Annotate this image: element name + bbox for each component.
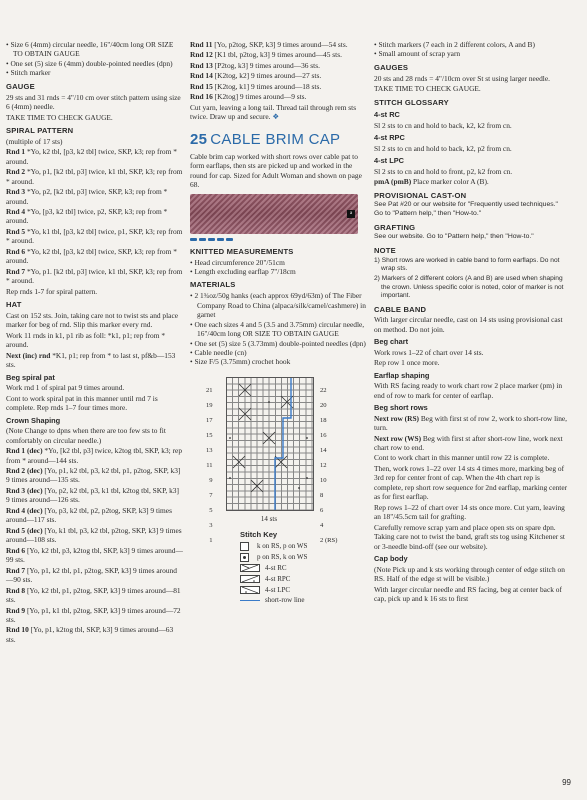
- short-rows-text: Carefully remove scrap yarn and place open sts on spare dpn. Taking care not to twist the band, graft sts tog using Kitchener st or 3-needle bind-off (see our website).: [374, 522, 565, 551]
- row-label: 10: [320, 476, 327, 484]
- beg-chart-heading: Beg chart: [374, 337, 409, 347]
- cap-body-text: With larger circular needle and RS facing, beg at center back of cap, pick up and k 16 sts to first: [374, 584, 562, 603]
- pattern-row: Rnd 13 [P2tog, k3] 9 times around—36 sts.: [190, 60, 320, 70]
- row-label: 11: [206, 461, 213, 469]
- pattern-row: Rnd 11 [Yo, p2tog, SKP, k3] 9 times around—54 sts.: [190, 40, 348, 49]
- gauges-note: TAKE TIME TO CHECK GAUGE.: [374, 84, 481, 94]
- chart-row-labels-left: [206, 383, 213, 548]
- note-item: 1) Short rows are worked in cable band to form earflaps. Do not wrap sts.: [374, 256, 560, 273]
- materials-heading: MATERIALS: [190, 280, 236, 290]
- pattern-row: Rnd 8 [Yo, k2 tbl, p1, p2tog, SKP, k3] 9 times around—81 sts.: [6, 585, 181, 605]
- crown-rows: [6, 446, 184, 644]
- short-rows-text: Then, work rows 1–22 over 14 sts 4 times more, marking beg of 3rd rep for center front of cap. When the 4th chart rep is complete, rep short row sequence for 2nd earflap, marking center as for first earflap.: [374, 463, 568, 502]
- pattern-row: Rnd 6 *Yo, k2 tbl, [p3, k2 tbl] twice, SKP, k3; rep from * around.: [6, 246, 177, 266]
- spiral-rows: [6, 147, 184, 286]
- gauge-heading: GAUGE: [6, 81, 35, 91]
- spiral-heading: SPIRAL PATTERN: [6, 126, 74, 135]
- photo-tag: a: [347, 210, 355, 218]
- pattern-row: Next row (WS) Beg with first st after short-row line, work next chart row to end.: [374, 433, 563, 452]
- materials-list: [190, 291, 368, 367]
- beg-spiral-text: Work rnd 1 of spiral pat 9 times around.: [6, 383, 125, 393]
- beg-chart-text: Rep row 1 once more.: [374, 358, 440, 368]
- pattern-row: Rnd 1 (dec) *Yo, [k2 tbl, p3] twice, k2tog tbl, SKP, k3; rep from * around—144 sts.: [6, 446, 183, 465]
- rc-cable-icon: [240, 564, 260, 572]
- purl-symbol-icon: [240, 553, 249, 562]
- pattern-row: Rnd 3 *Yo, p2, [k2 tbl, p3] twice, SKP, k3; rep from * around.: [6, 187, 168, 206]
- pattern-row: Rnd 5 (dec) [Yo, k1 tbl, p3, k2 tbl, p2tog, SKP, k3] 9 times around—108 sts.: [6, 525, 182, 545]
- row-label: 4: [320, 521, 324, 529]
- row-label: 12: [320, 461, 327, 469]
- row-label: 21: [206, 386, 213, 394]
- row-label: 7: [209, 491, 213, 499]
- gauge-note: TAKE TIME TO CHECK GAUGE.: [6, 112, 113, 122]
- note-heading: NOTE: [374, 246, 396, 256]
- page-number: 99: [562, 777, 571, 787]
- supplies-list: [374, 40, 568, 59]
- gauges-heading: GAUGES: [374, 62, 409, 72]
- crown-rows: [190, 40, 368, 102]
- gauge-text: 29 sts and 31 rnds = 4"/10 cm over stitch pattern using size 6 (4mm) needle.: [6, 92, 181, 112]
- row-label: 1: [209, 536, 213, 544]
- intro-text: Cable brim cap worked with short rows over cable pat to form earflaps, then sts are picked up and worked in the round for cap. Sized for Adult Woman and shown on page 68.: [190, 151, 362, 190]
- row-label: 17: [206, 416, 213, 424]
- measurements-list: [190, 258, 368, 277]
- crown-heading: Crown Shaping: [6, 415, 61, 425]
- supplies-list: [6, 40, 184, 78]
- cap-body-note: (Note Pick up and k sts working through center of edge stitch on RS. Half of the edge st will be visible.): [374, 564, 565, 584]
- chart-grid: [226, 377, 314, 511]
- glossary-definition: Sl 2 sts to cn and hold to back, k2, k2 from cn.: [374, 120, 512, 130]
- cast-on-text: See Pat #20 or our website for "Frequently used techniques." Go to "Pattern help," then "How-to.": [374, 201, 558, 217]
- earflap-heading: Earflap shaping: [374, 370, 430, 380]
- list-item: • Length excluding earflap 7"/18cm: [190, 267, 368, 276]
- list-item: • Size F/5 (3.75mm) crochet hook: [190, 357, 368, 366]
- key-item: k on RS, p on WS: [240, 542, 368, 551]
- row-label: 22: [320, 386, 327, 394]
- glossary-definition: Sl 2 sts to cn and hold to front, p2, k2 from cn.: [374, 166, 513, 176]
- finish-text: Cut yarn, leaving a long tail. Thread tail through rem sts twice. Draw up and secure. ❖: [190, 102, 357, 122]
- short-rows: [374, 414, 568, 453]
- hat-heading: HAT: [6, 300, 22, 310]
- cast-on-heading: PROVISIONAL CAST-ON: [374, 190, 467, 200]
- row-label: 16: [320, 431, 327, 439]
- pattern-row: Rnd 4 (dec) [Yo, p3, k2 tbl, p2, p2tog, SKP, k3] 9 times around—117 sts.: [6, 505, 172, 525]
- row-label: 19: [206, 401, 213, 409]
- crown-note: (Note Change to dpns when there are too few sts to fit comfortably on circular needle.): [6, 426, 166, 445]
- beg-spiral-text: Cont to work spiral pat in this manner until rnd 7 is complete. Rep rnds 1–7 four times more.: [6, 393, 158, 413]
- list-item: • 2 1¾oz/50g hanks (each approx 69yd/63m) of The Fiber Company Road to China (alpaca/silk/camel/cashmere) in garnet: [190, 291, 368, 319]
- list-item: • Stitch markers (7 each in 2 different colors, A and B): [374, 40, 568, 49]
- column-3: [374, 40, 568, 604]
- list-item: • Head circumference 20"/51cm: [190, 258, 368, 267]
- earflap-text: With RS facing ready to work chart row 2 place marker (pm) in end of row to mark for center of earflap.: [374, 381, 563, 400]
- row-label: 14: [320, 446, 327, 454]
- pattern-row: Rnd 7 *Yo, p1. [k2 tbl, p3] twice, k1 tbl, SKP, k3; rep from * around.: [6, 266, 183, 286]
- pattern-row: Rnd 15 [K2tog, k1] 9 times around—18 sts.: [190, 81, 322, 91]
- column-1: [6, 40, 184, 645]
- pattern-row: Rnd 4 *Yo, [p3, k2 tbl] twice, p2, SKP, k3; rep from * around.: [6, 207, 168, 226]
- column-2: [190, 40, 368, 607]
- beg-spiral-heading: Beg spiral pat: [6, 372, 55, 382]
- notes: [374, 257, 568, 301]
- key-item: 4-st RPC: [240, 575, 368, 584]
- next-inc-row: Next (inc) rnd *K1, p1; rep from * to last st, pf&b—153 sts.: [6, 350, 176, 370]
- row-label: 5: [209, 506, 213, 514]
- key-item: 4-st LPC: [240, 586, 368, 595]
- pattern-row: Rnd 10 [Yo, p1, k2tog tbl, SKP, k3] 9 times around—63 sts.: [6, 625, 174, 644]
- chart-sts-label: 14 sts: [260, 514, 278, 523]
- knit-symbol-icon: [240, 542, 249, 551]
- short-rows-heading: Beg short rows: [374, 403, 428, 413]
- grafting-heading: GRAFTING: [374, 222, 416, 232]
- glossary-term: 4-st LPC: [374, 156, 404, 166]
- row-label: 20: [320, 401, 327, 409]
- row-label: 3: [209, 521, 213, 529]
- short-rows-text: Rep rows 1–22 of chart over 14 sts once more. Cut yarn, leaving an 18"/45.5cm tail for grafting.: [374, 502, 565, 522]
- pattern-title: 25 CABLE BRIM CAP: [190, 130, 341, 148]
- glossary-term: 4-st RC: [374, 110, 400, 120]
- pattern-row: Rnd 16 [K2tog] 9 times around—9 sts.: [190, 92, 307, 102]
- glossary-definition: Sl 2 sts to cn and hold to back, k2, p2 from cn.: [374, 143, 512, 153]
- list-item: • One each sizes 4 and 5 (3.5 and 3.75mm) circular needle, 16"/40cm long OR SIZE TO OBTAIN GAUGE: [190, 320, 368, 339]
- rpc-cable-icon: [240, 575, 260, 583]
- pattern-row: Rnd 2 (dec) [Yo, p1, k2 tbl, p3, k2 tbl, p1, p2tog, SKP, k3] 9 times around—135 sts.: [6, 465, 181, 485]
- chart-cables: [227, 378, 313, 510]
- key-item: 4-st RC: [240, 564, 368, 573]
- key-item: short-row line: [240, 596, 368, 605]
- cap-body-heading: Cap body: [374, 554, 408, 564]
- glossary-list: [374, 110, 568, 176]
- pattern-row: Rnd 12 [K1 tbl, p2tog, k3] 9 times around—45 sts.: [190, 50, 342, 60]
- spiral-multiple: (multiple of 17 sts): [6, 136, 63, 146]
- note-item: 2) Markers of 2 different colors (A and B) are used when shaping the crown. Unless specific color is noted, color of marker is not important.: [374, 274, 564, 300]
- cable-band-heading: CABLE BAND: [374, 304, 427, 314]
- chart-row-labels-right: [320, 383, 337, 548]
- row-label: 9: [209, 476, 213, 484]
- pattern-row: Next row (RS) Beg with first st of row 2, work to short-row line, turn.: [374, 413, 568, 433]
- short-rows-text: Cont to work chart in this manner until row 22 is complete.: [374, 453, 550, 463]
- hat-work: Work 11 rnds in k1, p1 rib as foll: *k1, p1; rep from * around.: [6, 330, 166, 350]
- pattern-row: Rnd 6 [Yo, k2 tbl, p3, k2tog tbl, SKP, k3] 9 times around—99 sts.: [6, 545, 183, 565]
- pattern-row: Rnd 14 [K2tog, k2] 9 times around—27 sts.: [190, 71, 322, 81]
- measurements-heading: KNITTED MEASUREMENTS: [190, 246, 294, 256]
- row-label: 18: [320, 416, 327, 424]
- pattern-row: Rnd 9 [Yo, p1, k1 tbl, p2tog, SKP, k3] 9 times around—72 sts.: [6, 605, 181, 624]
- list-item: • Stitch marker: [6, 68, 184, 77]
- row-label: 15: [206, 431, 213, 439]
- row-label: 13: [206, 446, 213, 454]
- lpc-cable-icon: [240, 586, 260, 594]
- pattern-row: Rnd 1 *Yo, k2 tbl, [p3, k2 tbl] twice, SKP, k3; rep from * around.: [6, 147, 177, 166]
- gauges-text: 20 sts and 28 rnds = 4"/10cm over St st using larger needle.: [374, 73, 550, 83]
- stitch-key-heading: Stitch Key: [240, 529, 278, 539]
- row-label: 6: [320, 506, 324, 514]
- grafting-text: See our website. Go to "Pattern help," then "How-to.": [374, 233, 534, 241]
- spiral-repeat: Rep rnds 1-7 for spiral pattern.: [6, 286, 98, 296]
- short-row-line-icon: [240, 600, 260, 601]
- row-label: 8: [320, 491, 324, 499]
- list-item: • Cable needle (cn): [190, 348, 368, 357]
- divider-dots: [190, 238, 368, 241]
- yarn-swatch-image: [190, 194, 358, 234]
- pma-definition: pmA (pmB) Place marker color A (B).: [374, 177, 489, 187]
- pattern-row: Rnd 7 [Yo, p1, k2 tbl, p1, p2tog, SKP, k3] 9 times around—90 sts.: [6, 565, 177, 585]
- hat-text: Cast on 152 sts. Join, taking care not to twist sts and place marker for beg of rnd. Slip this marker every rnd.: [6, 310, 179, 330]
- cable-band-text: With larger circular needle, cast on 14 sts using provisional cast on method. Do not join.: [374, 315, 563, 334]
- row-label: 2 (RS): [320, 536, 338, 544]
- pattern-row: Rnd 5 *Yo, k1 tbl, [p3, k2 tbl] twice, p1, SKP, k3; rep from * around.: [6, 226, 183, 246]
- list-item: • Small amount of scrap yarn: [374, 49, 568, 58]
- beg-chart-text: Work rows 1–22 of chart over 14 sts.: [374, 347, 484, 357]
- list-item: • One set (5) size 5 (3.73mm) double-pointed needles (dpn): [190, 339, 368, 348]
- pattern-row: Rnd 3 (dec) [Yo, p2, k2 tbl, p3, k1 tbl, k2tog tbl, SKP, k3] 9 times around—126 sts.: [6, 485, 179, 505]
- key-item: p on RS, k on WS: [240, 553, 368, 562]
- glossary-heading: STITCH GLOSSARY: [374, 97, 449, 107]
- list-item: • Size 6 (4mm) circular needle, 16"/40cm long OR SIZE TO OBTAIN GAUGE: [6, 40, 184, 59]
- pattern-row: Rnd 2 *Yo, p1, [k2 tbl, p3] twice, k1 tbl, SKP, k3; rep from * around.: [6, 167, 183, 186]
- glossary-term: 4-st RPC: [374, 133, 405, 143]
- list-item: • One set (5) size 6 (4mm) double-pointed needles (dpn): [6, 59, 184, 68]
